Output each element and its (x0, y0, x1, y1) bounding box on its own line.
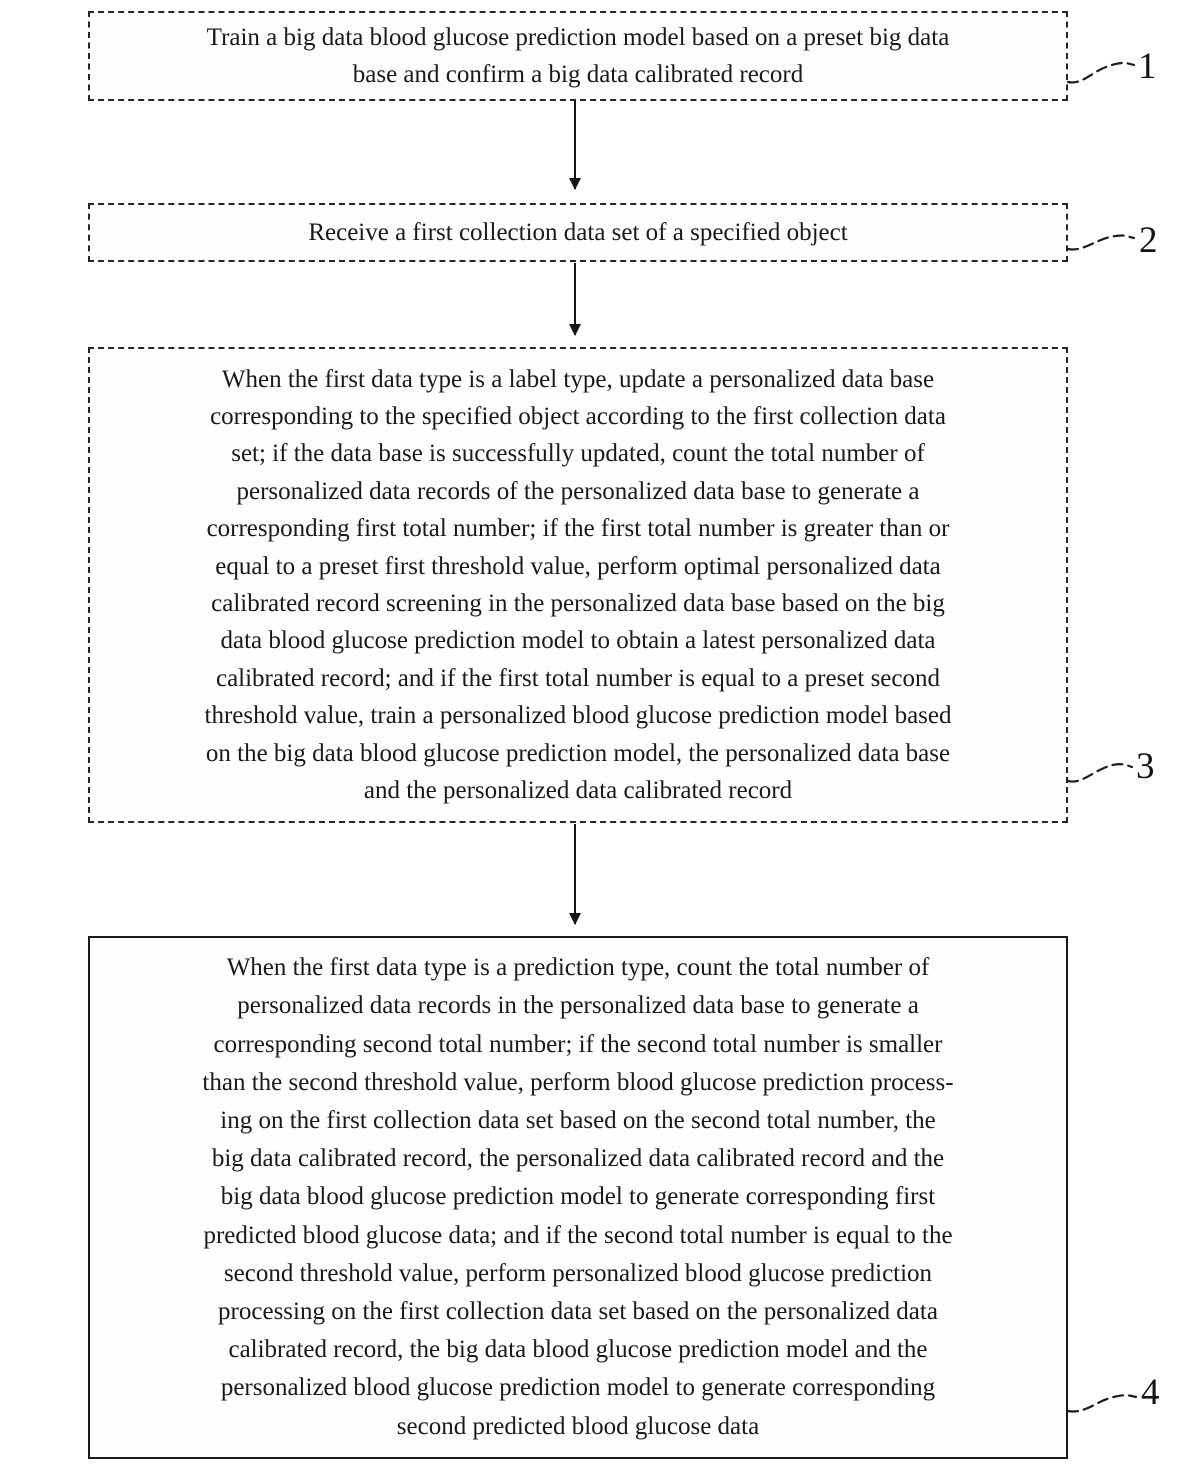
down-arrow-1 (574, 101, 576, 189)
flow-step-4-text: When the first data type is a prediction type, count the total number of personalized data records in the personalized data base to generate a corresponding second total number; if the second total number is smaller than the second threshold value, perform blood glucose prediction process- ing on the first collection data set based on the second total number, the big data calibrated record, the personalized data calibrated record and the big data blood glucose prediction model to generate corresponding first predicted blood glucose data; and if the second total number is equal to the second threshold value, perform personalized blood glucose prediction processing on the first collection data set based on the personalized data calibrated record, the big data blood glucose prediction model and the personalized blood glucose prediction model to generate corresponding second predicted blood glucose data (202, 954, 954, 1440)
flow-step-3-box (88, 347, 1068, 823)
leader-line-3 (1066, 752, 1138, 794)
ref-number-1: 1 (1138, 46, 1157, 87)
flow-step-1-text: Train a big data blood glucose prediction model based on a preset big data base and confirm a big data calibrated record (206, 24, 950, 88)
flow-step-3-text: When the first data type is a label type, update a personalized data base corresponding to the specified object according to the first collection data set; if the data base is successfully updated, count the total number of personalized data records of the personalized data base to generate a corresponding first total number; if the first total number is greater than or equal to a preset first threshold value, perform optimal personalized data calibrated record screening in the personalized data base based on the big data blood glucose prediction model to obtain a latest personalized data calibrated record; and if the first total number is equal to a preset second threshold value, train a personalized blood glucose prediction model based on the big data blood glucose prediction model, the personalized data base and the personalized data calibrated record (204, 365, 952, 805)
flow-step-4-box (88, 936, 1068, 1459)
down-arrow-2 (574, 263, 576, 335)
down-arrow-3 (574, 824, 576, 924)
flow-step-2-box (88, 203, 1068, 262)
leader-line-2 (1066, 222, 1138, 264)
ref-number-4: 4 (1141, 1372, 1160, 1413)
ref-number-3: 3 (1136, 746, 1155, 787)
leader-line-1 (1066, 48, 1138, 90)
leader-line-4 (1066, 1378, 1138, 1420)
flow-step-2-text: Receive a first collection data set of a specified object (308, 218, 848, 246)
ref-number-2: 2 (1139, 220, 1158, 261)
flow-step-1-box (88, 11, 1068, 101)
